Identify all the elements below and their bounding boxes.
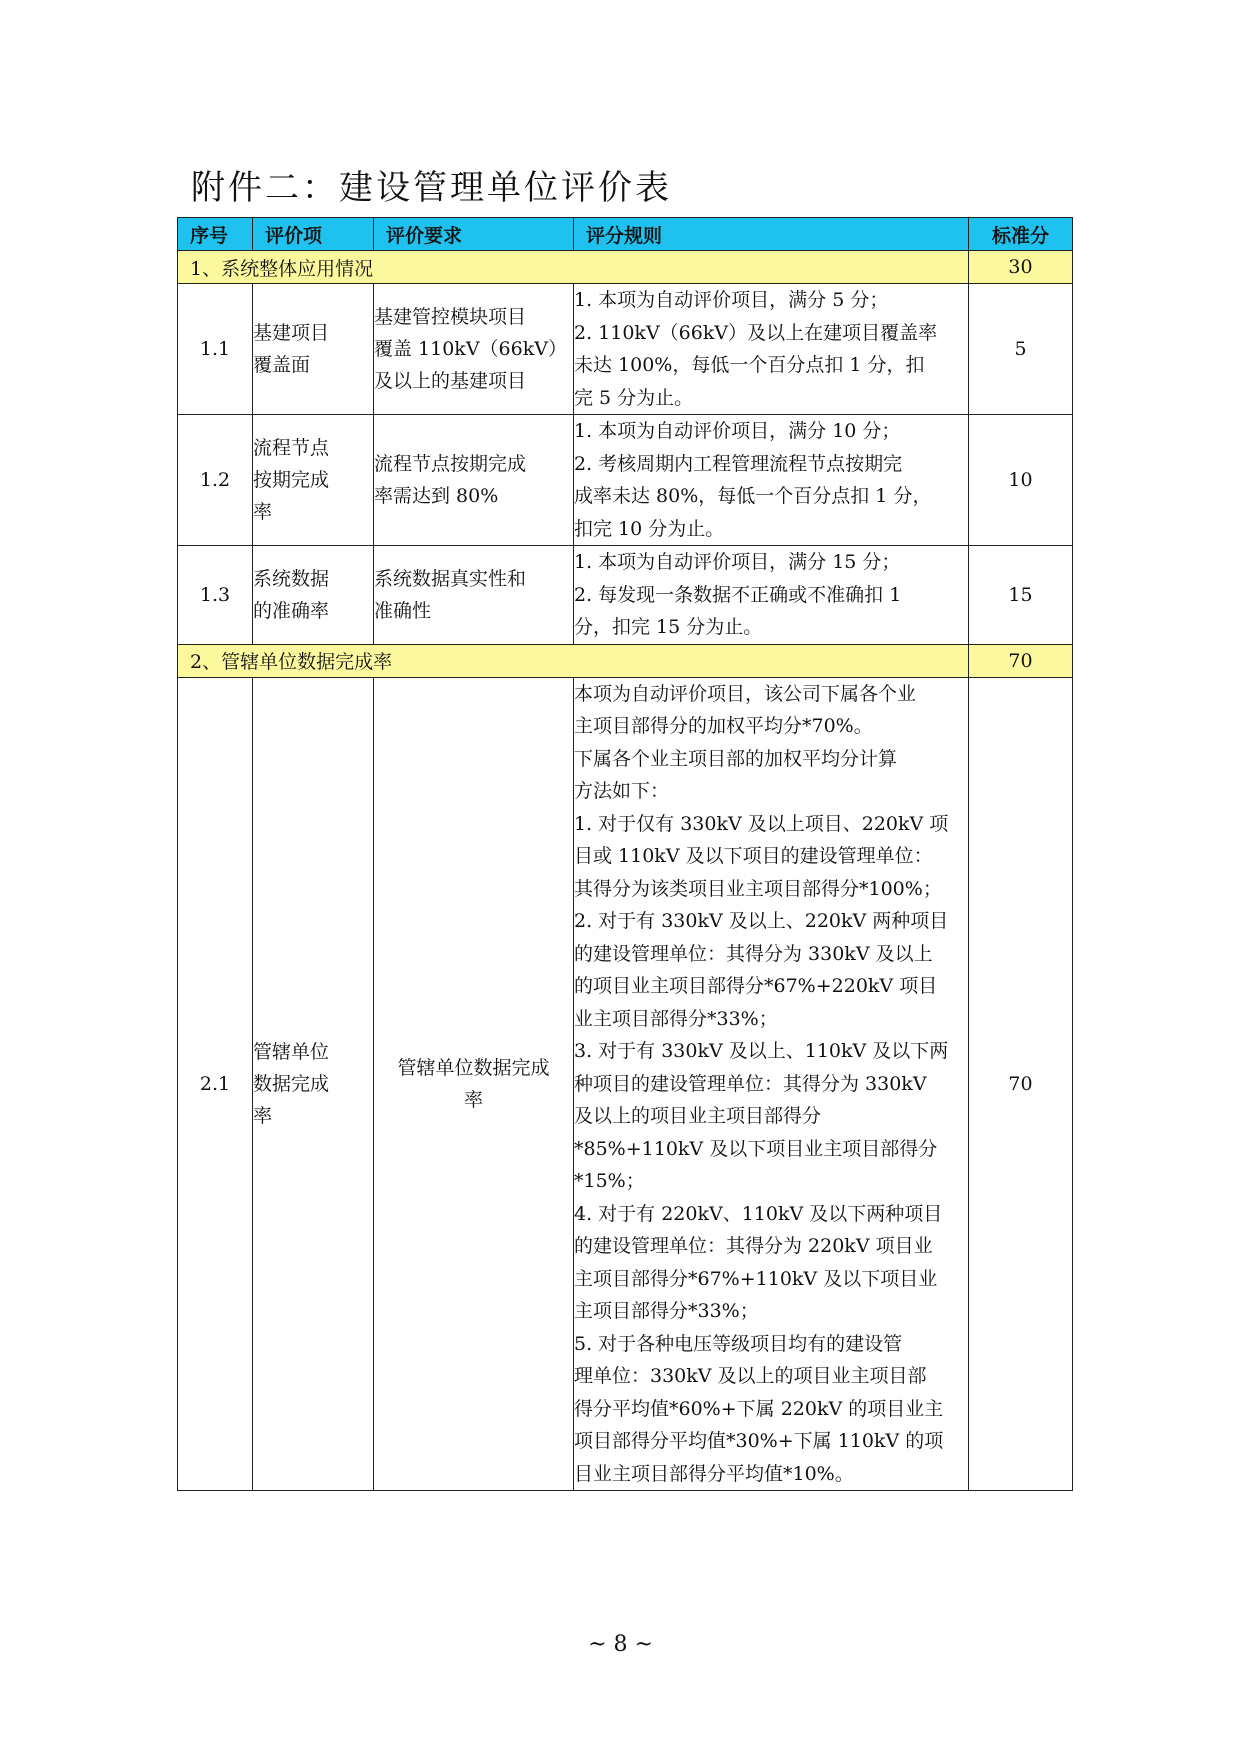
evaluation-requirement xyxy=(374,546,574,645)
header-requirement: 评价要求 xyxy=(374,218,574,251)
section-score: 70 xyxy=(969,644,1073,677)
scoring-rule-line: 本项为自动评价项目，该公司下属各个业 xyxy=(574,682,917,705)
scoring-rule-line: 1. 本项为自动评价项目，满分 5 分； xyxy=(574,289,889,311)
evaluation-item-line: 流程节点 xyxy=(253,437,330,459)
scoring-rule-line: 业主项目部得分*33%； xyxy=(574,1007,778,1030)
scoring-rule-line: 3. 对于有 330kV 及以上、110kV 及以下两 xyxy=(574,1040,949,1062)
scoring-rule-line: 及以上的项目业主项目部得分 xyxy=(574,1105,822,1127)
evaluation-table xyxy=(177,217,1073,1491)
table-row xyxy=(178,546,1073,645)
row-number: 1.2 xyxy=(178,415,253,546)
scoring-rule-line: 的建设管理单位：其得分为 220kV 项目业 xyxy=(574,1235,933,1257)
scoring-rule xyxy=(574,677,969,1491)
scoring-rule-line: 未达 100%，每低一个百分点扣 1 分，扣 xyxy=(574,354,925,376)
row-number: 2.1 xyxy=(178,677,253,1491)
row-number: 1.3 xyxy=(178,546,253,645)
scoring-rule-line: 种项目的建设管理单位：其得分为 330kV xyxy=(574,1072,927,1095)
scoring-rule-line: 主项目部得分*33%； xyxy=(574,1300,759,1322)
scoring-rule xyxy=(574,546,969,645)
evaluation-requirement-line: 率 xyxy=(463,1088,483,1111)
page-title: 附件二：建设管理单位评价表 xyxy=(191,168,672,208)
evaluation-item-line: 基建项目 xyxy=(253,322,330,344)
scoring-rule-line: 完 5 分为止。 xyxy=(574,386,694,409)
scoring-rule-line: 主项目部得分*67%+110kV 及以下项目业 xyxy=(574,1267,938,1290)
scoring-rule-line: 其得分为该类项目业主项目部得分*100%； xyxy=(574,877,942,900)
evaluation-item-line: 率 xyxy=(253,1104,273,1127)
table-row xyxy=(178,415,1073,546)
scoring-rule-line: 主项目部得分的加权平均分*70%。 xyxy=(574,715,873,737)
standard-score: 70 xyxy=(969,677,1073,1491)
scoring-rule-line: 2. 对于有 330kV 及以上、220kV 两种项目 xyxy=(574,910,949,932)
evaluation-item-line: 按期完成 xyxy=(253,469,330,491)
evaluation-item-line: 率 xyxy=(253,501,273,523)
scoring-rule-line: 下属各个业主项目部的加权平均分计算 xyxy=(574,747,898,770)
scoring-rule-line: *15%； xyxy=(574,1170,645,1192)
evaluation-item xyxy=(253,415,374,546)
scoring-rule-line: 的项目业主项目部得分*67%+220kV 项目 xyxy=(574,975,938,997)
scoring-rule-line: 方法如下： xyxy=(574,780,670,802)
evaluation-item xyxy=(253,284,374,415)
standard-score: 10 xyxy=(969,415,1073,546)
evaluation-requirement-line: 管辖单位数据完成 xyxy=(397,1056,550,1079)
row-number: 1.1 xyxy=(178,284,253,415)
table-row xyxy=(178,284,1073,415)
scoring-rule-line: 扣完 10 分为止。 xyxy=(574,517,725,540)
section-row xyxy=(178,251,1073,284)
header-score: 标准分 xyxy=(969,218,1073,251)
evaluation-requirement-line: 系统数据真实性和 xyxy=(374,567,527,590)
evaluation-requirement xyxy=(374,284,574,415)
evaluation-item-line: 数据完成 xyxy=(253,1072,330,1095)
evaluation-requirement-line: 率需达到 80% xyxy=(374,485,499,507)
evaluation-requirement xyxy=(374,415,574,546)
evaluation-requirement-line: 基建管控模块项目 xyxy=(374,306,527,328)
evaluation-item-line: 系统数据 xyxy=(253,567,330,590)
page-number: ~ 8 ~ xyxy=(588,1632,653,1657)
section-label: 1、系统整体应用情况 xyxy=(178,251,969,284)
scoring-rule-line: 的建设管理单位：其得分为 330kV 及以上 xyxy=(574,942,933,965)
evaluation-requirement-line: 准确性 xyxy=(374,599,432,622)
evaluation-item-line: 管辖单位 xyxy=(253,1040,330,1063)
scoring-rule-line: 目业主项目部得分平均值*10%。 xyxy=(574,1462,854,1485)
scoring-rule-line: 目或 110kV 及以下项目的建设管理单位： xyxy=(574,845,933,867)
evaluation-requirement xyxy=(374,677,574,1491)
scoring-rule-line: 项目部得分平均值*30%+下属 110kV 的项 xyxy=(574,1430,944,1452)
scoring-rule-line: 1. 本项为自动评价项目，满分 10 分； xyxy=(574,420,901,442)
evaluation-item xyxy=(253,546,374,645)
header-item: 评价项 xyxy=(253,218,374,251)
header-rules: 评分规则 xyxy=(574,218,969,251)
standard-score: 15 xyxy=(969,546,1073,645)
evaluation-requirement-line: 覆盖 110kV（66kV） xyxy=(374,338,567,360)
scoring-rule-line: 1. 本项为自动评价项目，满分 15 分； xyxy=(574,551,901,573)
section-score: 30 xyxy=(969,251,1073,284)
section-row xyxy=(178,644,1073,677)
scoring-rule-line: 5. 对于各种电压等级项目均有的建设管 xyxy=(574,1332,903,1355)
scoring-rule-line: 4. 对于有 220kV、110kV 及以下两种项目 xyxy=(574,1202,943,1225)
scoring-rule-line: 2. 110kV（66kV）及以上在建项目覆盖率 xyxy=(574,321,938,344)
evaluation-item-line: 的准确率 xyxy=(253,599,330,622)
evaluation-requirement-line: 及以上的基建项目 xyxy=(374,370,527,392)
table-row xyxy=(178,677,1073,1491)
scoring-rule-line: 2. 每发现一条数据不正确或不准确扣 1 xyxy=(574,583,902,606)
scoring-rule xyxy=(574,284,969,415)
scoring-rule-line: 得分平均值*60%+下属 220kV 的项目业主 xyxy=(574,1397,944,1420)
scoring-rule-line: 2. 考核周期内工程管理流程节点按期完 xyxy=(574,452,903,475)
scoring-rule-line: 分，扣完 15 分为止。 xyxy=(574,616,763,638)
evaluation-requirement-line: 流程节点按期完成 xyxy=(374,453,527,475)
evaluation-item xyxy=(253,677,374,1491)
scoring-rule-line: 成率未达 80%，每低一个百分点扣 1 分， xyxy=(574,485,932,507)
scoring-rule-line: 理单位：330kV 及以上的项目业主项目部 xyxy=(574,1365,927,1387)
standard-score: 5 xyxy=(969,284,1073,415)
scoring-rule xyxy=(574,415,969,546)
header-no: 序号 xyxy=(178,218,253,251)
scoring-rule-line: *85%+110kV 及以下项目业主项目部得分 xyxy=(574,1137,938,1160)
header-row xyxy=(178,218,1073,251)
evaluation-item-line: 覆盖面 xyxy=(253,354,311,376)
scoring-rule-line: 1. 对于仅有 330kV 及以上项目、220kV 项 xyxy=(574,812,949,835)
section-label: 2、管辖单位数据完成率 xyxy=(178,644,969,677)
